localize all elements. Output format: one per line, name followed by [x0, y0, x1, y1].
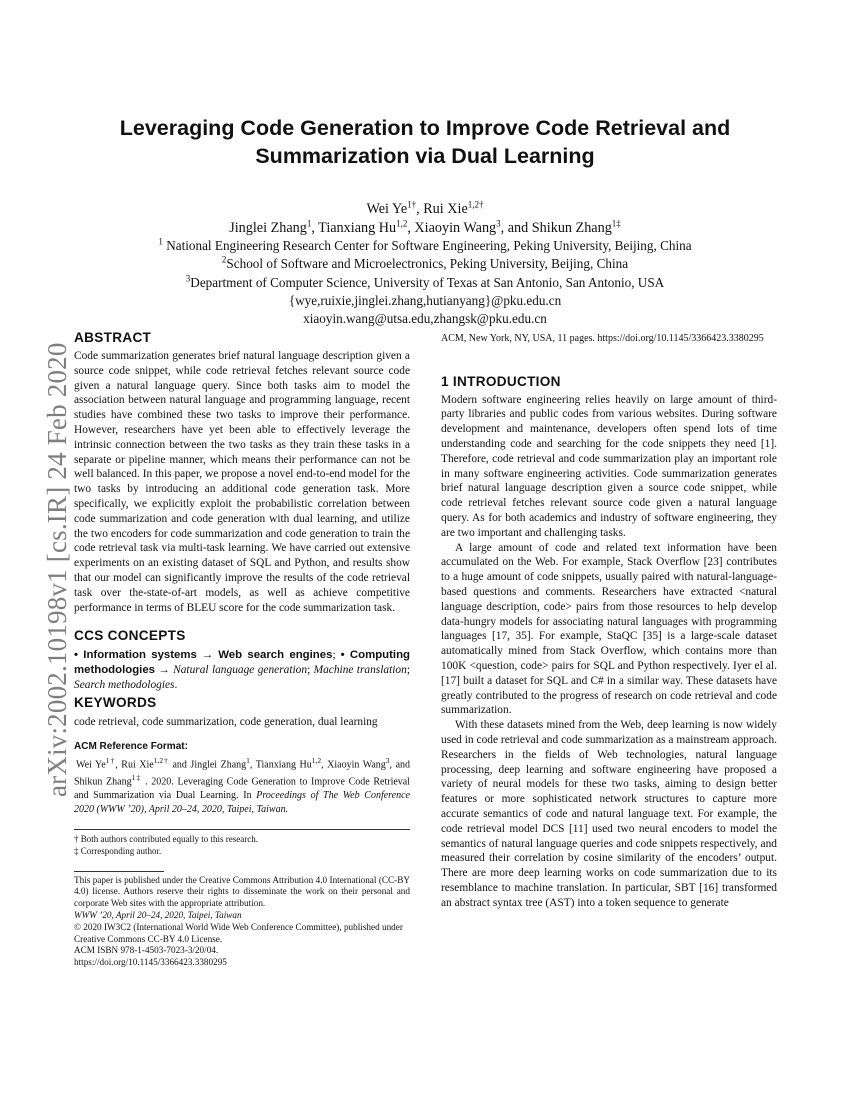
author-email-2: xiaoyin.wang@utsa.edu,zhangsk@pku.edu.cn [303, 311, 547, 326]
author-name: Xiaoyin Wang [414, 219, 497, 236]
license-text: This paper is published under the Creative Commons Attribution 4.0 International (CC-BY 4.0) license. Authors reserve their rights to disseminate the work on their personal and corporate Web sites with the appropriate attribution. [74, 874, 410, 909]
author-line-1 [70, 200, 780, 219]
affiliation-mark: 3 [185, 273, 191, 284]
affiliation-2 [70, 255, 780, 273]
ref-mark: 1‡ [131, 773, 142, 783]
ccs-arrow: → [155, 664, 174, 677]
ref-proceedings: Proceedings of The Web Conference 2020 (WWW ’20), April 20–24, 2020, Taipei, Taiwan. [74, 790, 410, 815]
license-doi: https://doi.org/10.1145/3366423.3380295 [74, 957, 227, 968]
abstract-heading: ABSTRACT [74, 330, 152, 345]
intro-paragraph-1: Modern software engineering relies heavily on large amount of third-party libraries and public codes from various websites. During software development and maintenance, developers often spend lots of time understanding code and searching for the code snippets they need [1]. Therefore, code retrieval and code summarization play an important role in many software engineering activities. Code summarization generates brief natural language description given a source code snippet, while code retrieval fetches relevant source code given a natural language query. As for both academics and industry of software engineering, they are two important and challenging tasks. [441, 393, 777, 539]
intro-paragraph-3: With these datasets mined from the Web, deep learning is now widely used in code retrieval and code summarization as a mainstream approach. Researchers in the fields of Web technologies, natural language processing, deep learning and software engineering have proposed a variety of neural models for these two tasks, aiming to design better features or more sophisticated network structures to capture more accurate semantics of code and natural language text. For example, the code retrieval model DCS [11] used two neural encoders to model the semantics of natural language queries and code snippets respectively, and measured their correlation by cosine similarity of the encoders’ output. There are more deep learning works on code summarization due to its resemblance to machine translation. In particular, SBT [16] transformed an abstract syntax tree (AST) into a token sequence to generate [441, 719, 777, 909]
ref-part: Wei Ye [76, 758, 106, 770]
ref-mark: 1,2 [311, 755, 322, 765]
footnote-rule [74, 829, 410, 830]
keywords-text: code retrieval, code summarization, code generation, dual learning [74, 715, 378, 728]
ccs-term: Web search engines [218, 649, 333, 662]
author-mark: 1 [306, 217, 312, 228]
arxiv-stamp: arXiv:2002.10198v1 [cs.IR] 24 Feb 2020 [42, 342, 72, 797]
ref-mark: 1,2† [153, 755, 169, 765]
author-mark: 3 [496, 217, 501, 228]
abstract-text: Code summarization generates brief natural language description given a source code snippet, while code retrieval fetches relevant source code given a natural language query. Since both tasks aim to model the association between natural language and programming language, recent studies have combined these two tasks to improve their performance. However, researchers have yet been able to effectively leverage the intrinsic connection between the two tasks as they train these tasks in a separate or pipeline manner, which means their performance can not be well balanced. In this paper, we propose a novel end-to-end model for the two tasks by introducing an additional code generation task. More specifically, we explicitly exploit the probabilistic correlation between code summarization and code generation with dual learning, and utilize the two encoders for code summarization and code generation to train the code retrieval task via multi-task learning. We have carried out extensive experiments on an existing dataset of SQL and Python, and results show that our model can significantly improve the results of the code retrieval task over the-state-of-art models, as well as achieve competitive performance in terms of BLEU score for the code summarization task. [74, 350, 410, 614]
affiliation-text: School of Software and Microelectronics, Peking University, Beijing, China [226, 256, 629, 272]
author-mark: 1† [407, 199, 417, 210]
license-rule [74, 871, 164, 872]
author-name: Rui Xie [423, 201, 468, 217]
ccs-subterm: Natural language generation [173, 664, 308, 677]
ref-mark: 1† [105, 755, 116, 765]
author-separator: , [311, 219, 319, 236]
left-column [74, 330, 410, 969]
ccs-separator: ; [307, 664, 314, 677]
acm-reference-heading: ACM Reference Format: [74, 740, 188, 752]
author-email-1: {wye,ruixie,jinglei.zhang,hutianyang}@pku.edu.cn [288, 292, 562, 308]
footnote-corresponding: ‡ Corresponding author. [74, 845, 162, 856]
ref-part: , Xiaoyin Wang [321, 758, 386, 770]
affiliation-mark: 2 [221, 255, 227, 265]
keywords-heading: KEYWORDS [74, 694, 157, 710]
author-line-2 [70, 219, 780, 238]
venue-text: WWW ’20, April 20–24, 2020, Taipei, Taiwan [74, 909, 242, 920]
author-name: Wei Ye [366, 201, 408, 217]
author-mark: 1,2† [467, 199, 484, 210]
acm-reference-continued [441, 332, 777, 346]
author-name: Shikun Zhang [531, 219, 612, 236]
author-mark: 1‡ [611, 217, 621, 228]
ccs-heading: CCS CONCEPTS [74, 628, 186, 644]
ref-part: , Rui Xie [115, 758, 154, 770]
acm-reference [74, 741, 410, 817]
author-name: Tianxiang Hu [318, 219, 397, 236]
title-line-1: Leveraging Code Generation to Improve Code Retrieval and [119, 116, 731, 140]
ccs-term: • Information systems [74, 649, 197, 662]
ccs-end: . [174, 678, 178, 691]
ccs-concepts [74, 648, 410, 692]
affiliation-text: National Engineering Research Center for Software Engineering, Peking University, Beijing, China [162, 238, 692, 254]
affiliation-mark: 1 [158, 236, 163, 247]
author-separator: , [407, 219, 415, 236]
paper-title [70, 114, 780, 170]
introduction-heading: 1 INTRODUCTION [441, 373, 561, 389]
footnote-equal-contrib: † Both authors contributed equally to this research. [74, 833, 258, 844]
ccs-separator: ; [332, 649, 341, 662]
author-name: Jinglei Zhang [229, 219, 307, 236]
ref-part: . 2020. Leveraging Code Generation to Improve Code Retrieval and Summarization via Dual Learning. In [74, 776, 411, 802]
ref-mark: 3 [385, 755, 390, 765]
author-separator: , and [500, 219, 532, 236]
affiliation-text: Department of Computer Science, University of Texas at San Antonio, San Antonio, USA [190, 274, 665, 290]
license-venue [74, 910, 410, 922]
author-block [70, 200, 780, 328]
ccs-subterm: Search methodologies [74, 678, 175, 691]
acm-reference-text [74, 754, 410, 817]
affiliation-1 [70, 237, 780, 255]
ref-part: , and Shikun Zhang [74, 758, 411, 788]
title-line-2: Summarization via Dual Learning [255, 144, 595, 168]
license-copyright: © 2020 IW3C2 (International World Wide Web Conference Committee), published under Creative Commons CC-BY 4.0 License. [74, 921, 403, 944]
ccs-arrow: → [196, 649, 219, 662]
ccs-term: • Computing methodologies [74, 649, 410, 677]
affiliation-3 [70, 274, 780, 292]
license-isbn: ACM ISBN 978-1-4503-7023-3/20/04. [74, 945, 219, 956]
ccs-separator: ; [406, 664, 410, 677]
right-column [441, 330, 777, 910]
intro-paragraph-2: A large amount of code and related text information have been accumulated on the Web. For example, Stack Overflow [23] contributes to a huge amount of code snippets, usually paired with natural-language-based questions and comments. Researchers have extracted <natural language description, code> pairs from those resources to help develop data-hungry models for associating natural languages with programming languages [17, 35]. For example, StaQC [35] is a large-scale dataset automatically mined from Stack Overflow, which contains more than 100K <question, code> pairs for SQL and Python respectively. Iyer el al. [17] built a dataset for SQL and C# in a similar way. These datasets have greatly contributed to the progress of research on code retrieval and code summarization. [441, 541, 777, 717]
ccs-subterm: Machine translation [313, 664, 407, 677]
author-separator: , [416, 201, 424, 217]
ref-tail: ACM, New York, NY, USA, 11 pages. https://doi.org/10.1145/3366423.3380295 [441, 333, 764, 344]
ref-part: and Jinglei Zhang [168, 758, 247, 770]
ref-part: , Tianxiang Hu [249, 758, 312, 770]
author-mark: 1,2 [396, 217, 408, 228]
ref-mark: 1 [246, 755, 250, 765]
